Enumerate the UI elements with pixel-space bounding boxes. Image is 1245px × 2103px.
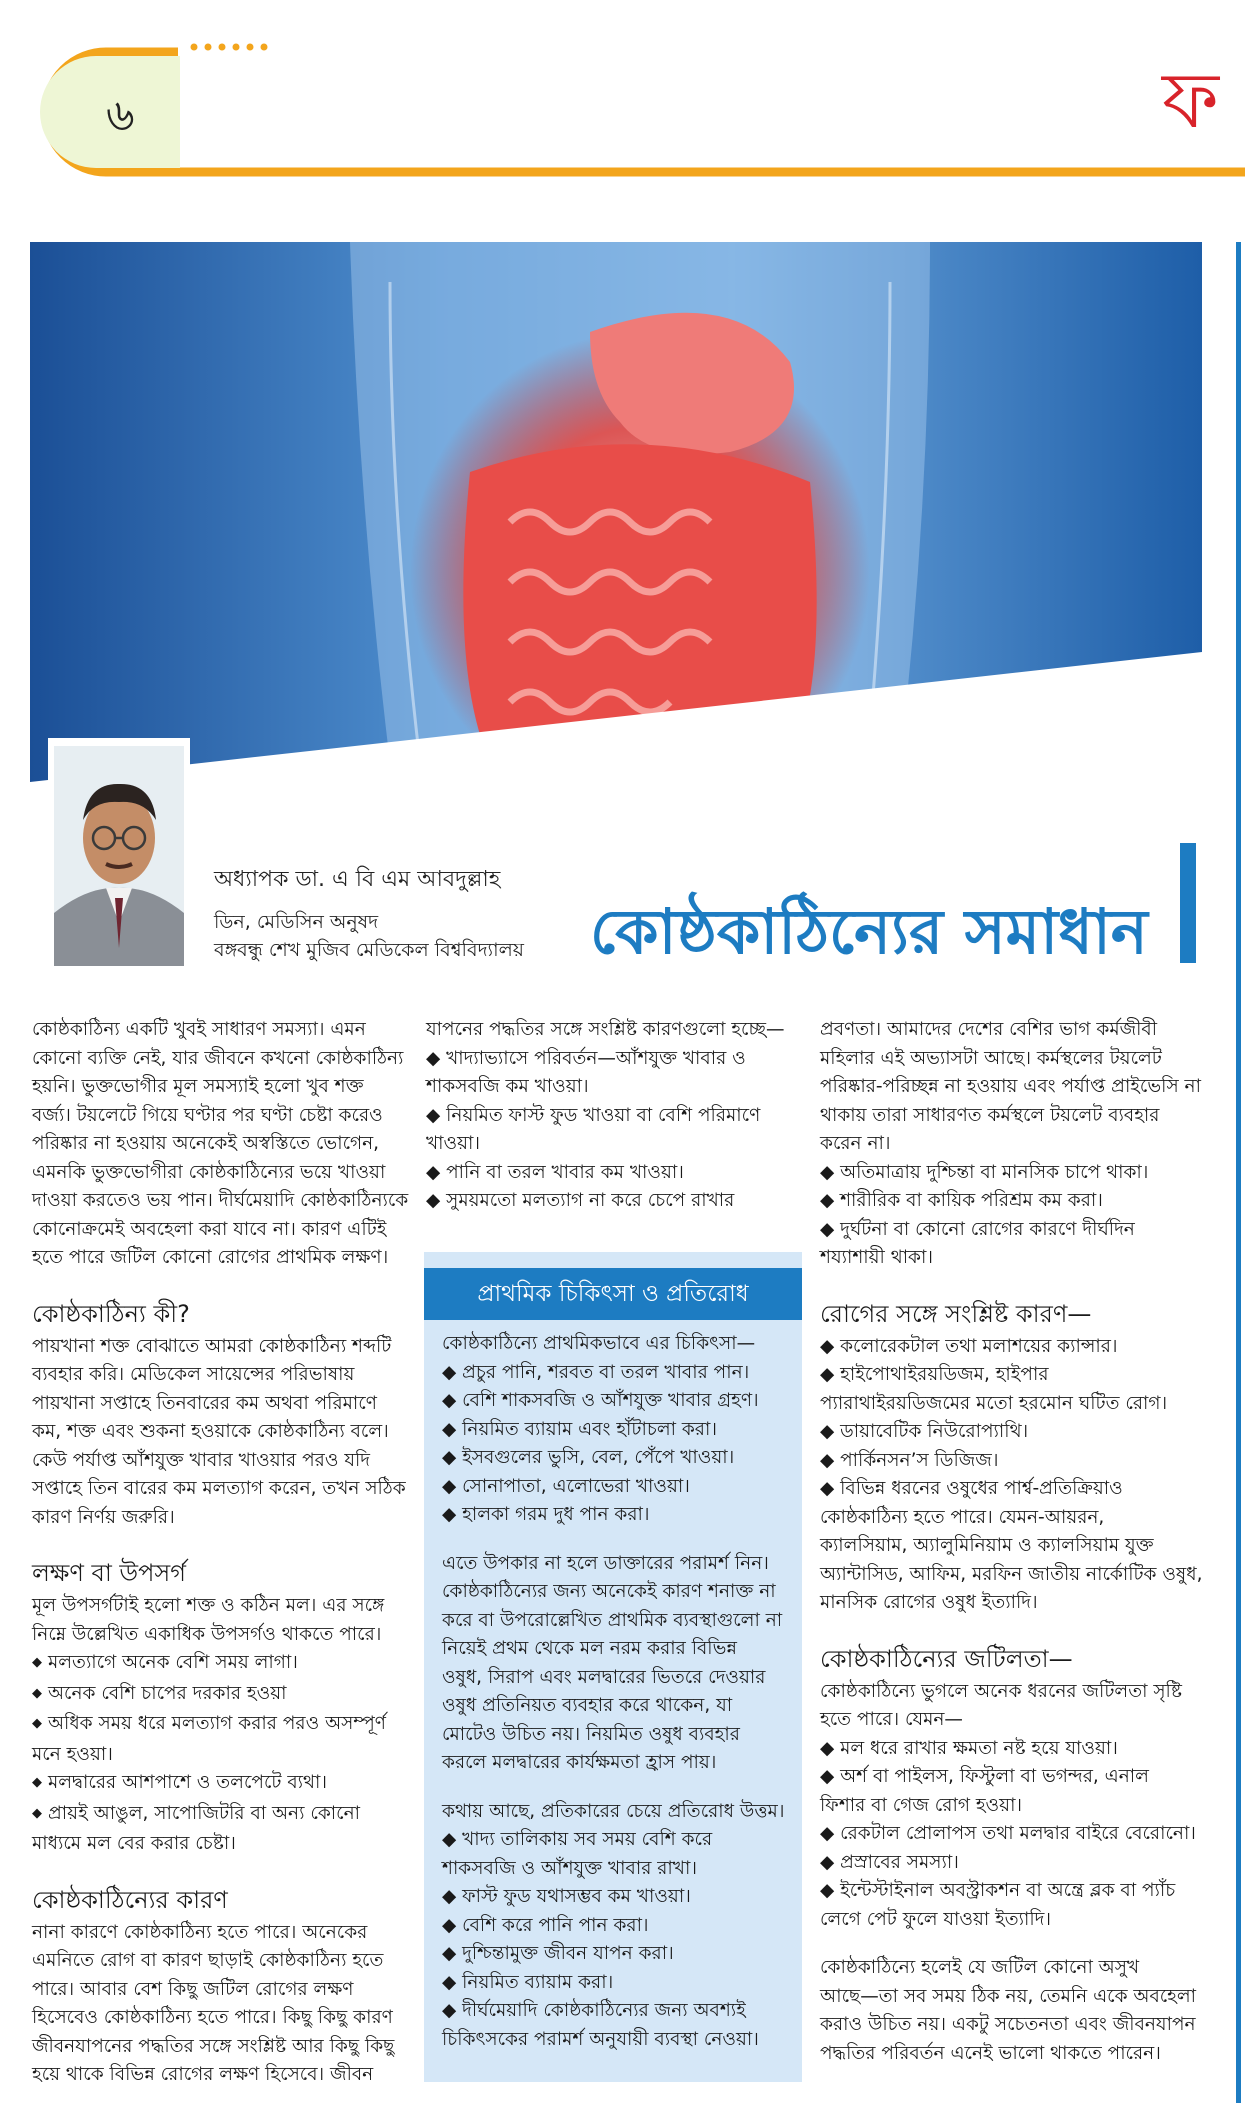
author-portrait	[48, 738, 190, 972]
list-item: ◆ অতিমাত্রায় দুশ্চিন্তা বা মানসিক চাপে থাকা।	[820, 1161, 1149, 1183]
text-line: পায়খানা শক্ত বোঝাতে আমরা কোষ্ঠকাঠিন্য শব্দটি	[32, 1335, 392, 1357]
text-line: চিকিৎসকের পরামর্শ অনুযায়ী ব্যবস্থা নেওয়া।	[442, 2028, 759, 2050]
text-line: খাওয়া।	[426, 1133, 481, 1154]
text-line: দাওয়া করতেও ভয় পান। দীর্ঘমেয়াদি কোষ্ঠকাঠিন্যকে	[32, 1190, 409, 1211]
text-line: এতে উপকার না হলে ডাক্তারের পরামর্শ নিন।	[442, 1552, 769, 1574]
text-line: শাকসবজি কম খাওয়া।	[426, 1076, 589, 1097]
author-role: ডিন, মেডিসিন অনুষদ	[214, 911, 379, 933]
list-item: ◆ মল ধরে রাখার ক্ষমতা নষ্ট হয়ে যাওয়া।	[820, 1737, 1118, 1759]
header-frame	[28, 44, 1245, 184]
list-item: ◆ বেশি করে পানি পান করা।	[442, 1914, 649, 1936]
text-line: কেউ পর্যাপ্ত আঁশযুক্ত খাবার খাওয়ার পরও যদি	[32, 1449, 371, 1471]
text-line: কোষ্ঠকাঠিন্যে প্রাথমিকভাবে এর চিকিৎসা—	[442, 1333, 756, 1354]
text-line: মূল উপসর্গটাই হলো শক্ত ও কঠিন মল। এর সঙ্গে	[32, 1595, 385, 1616]
text-line: কোনো ব্যক্তি নেই, যার জীবনে কখনো কোষ্ঠকাঠিন্য	[32, 1047, 404, 1069]
list-item: ◆ বেশি শাকসবজি ও আঁশযুক্ত খাবার গ্রহণ।	[442, 1390, 759, 1411]
text-line: নিয়েই প্রথম থেকে মল নরম করার বিভিন্ন	[442, 1638, 737, 1659]
text-line: কথায় আছে, প্রতিকারের চেয়ে প্রতিরোধ উত্তম।	[442, 1800, 785, 1822]
text-line: সপ্তাহে তিন বারের কম মলত্যাগ করেন, তখন সঠিক	[32, 1478, 406, 1499]
text-line: ক্যালসিয়াম, অ্যালুমিনিয়াম ও ক্যালসিয়াম যুক্ত	[820, 1535, 1154, 1556]
list-item: ◆ কলোরেকটাল তথা মলাশয়ের ক্যান্সার।	[820, 1335, 1118, 1357]
article-column-3	[820, 1016, 1212, 2068]
text-line: কোষ্ঠকাঠিন্যে হলেই যে জটিল কোনো অসুখ	[820, 1957, 1140, 1978]
list-item: ◆ বিভিন্ন ধরনের ওষুধের পার্শ্ব-প্রতিক্রিয়াও	[820, 1478, 1123, 1499]
list-item: ◆ নিয়মিত ব্যায়াম এবং হাঁটাচলা করা।	[442, 1418, 717, 1440]
text-line: করেন না।	[820, 1133, 891, 1154]
text-line: যাপনের পদ্ধতির সঙ্গে সংশ্লিষ্ট কারণগুলো হচ্ছে—	[426, 1019, 785, 1040]
text-line: নিম্নে উল্লেখিত একাধিক উপসর্গও থাকতে পারে।	[32, 1623, 382, 1645]
list-item: ◆ মলদ্বারের আশপাশে ও তলপেটে ব্যথা।	[32, 1769, 410, 1800]
text-line: ওষুধ, সিরাপ এবং মলদ্বারের ভিতরে দেওয়ার	[442, 1666, 766, 1688]
text-line: অ্যান্টাসিড, আফিম, মরফিন জাতীয় নার্কোটিক ওষুধ,	[820, 1563, 1203, 1585]
text-line: কোনোক্রমেই অবহেলা করা যাবে না। কারণ এটিই	[32, 1218, 387, 1240]
text-line: এমনকি ভুক্তভোগীরা কোষ্ঠকাঠিন্যের ভয়ে খাওয়া	[32, 1161, 386, 1183]
article-column-2	[426, 1016, 804, 1216]
spacer	[442, 1530, 794, 1550]
text-line: পারে। আবার বেশ কিছু জটিল রোগের লক্ষণ	[32, 1978, 354, 2000]
list-item: ◆ হালকা গরম দুধ পান করা।	[442, 1504, 650, 1525]
sidebar-box-body	[442, 1330, 794, 2054]
page-number: ৬	[106, 90, 135, 141]
author-affiliation: বঙ্গবন্ধু শেখ মুজিব মেডিকেল বিশ্ববিদ্যালয়	[214, 939, 524, 961]
list-item: ◆ রেকটাল প্রোলাপস তথা মলদ্বার বাইরে বেরোনো।	[820, 1823, 1196, 1844]
text-line: লেগে পেট ফুলে যাওয়া ইত্যাদি।	[820, 1908, 1052, 1930]
spacer	[442, 1778, 794, 1798]
text-line: কম, শক্ত এবং শুকনা হওয়াকে কোষ্ঠকাঠিন্য বলে।	[32, 1421, 389, 1442]
text-line: জীবনযাপনের পদ্ধতির সঙ্গে সংশ্লিষ্ট আর কিছু কিছু	[32, 2035, 395, 2057]
text-line: পায়খানা সপ্তাহে তিনবারের কম অথবা পরিমাণে	[32, 1392, 377, 1414]
text-line: প্যারাথাইরয়ডিজমের মতো হরমোন ঘটিত রোগ।	[820, 1392, 1168, 1414]
text-line: কারণ নির্ণয় জরুরি।	[32, 1506, 175, 1528]
list-item: ◆ দুশ্চিন্তামুক্ত জীবন যাপন করা।	[442, 1943, 674, 1964]
list-item: ◆ প্রস্রাবের সমস্যা।	[820, 1851, 959, 1873]
list-item: ◆ ইন্টেস্টাইনাল অবস্ট্রাকশন বা অন্ত্রে ব্লক বা প্যাঁচ	[820, 1880, 1176, 1901]
text-line: পরিষ্কার-পরিচ্ছন্ন না হওয়ায় এবং পর্যাপ্ত প্রাইভেসি না	[820, 1076, 1201, 1097]
text-line: হয়ে থাকে বিভিন্ন রোগের লক্ষণ হিসেবে। জীবন	[32, 2064, 374, 2085]
list-item: ◆ ইসবগুলের ভুসি, বেল, পেঁপে খাওয়া।	[442, 1447, 735, 1468]
text-line: নানা কারণে কোষ্ঠকাঠিন্য হতে পারে। অনেকের	[32, 1921, 368, 1943]
list-item: ◆ সোনাপাতা, এলোভেরা খাওয়া।	[442, 1475, 690, 1497]
text-line: মানসিক রোগের ওষুধ ইত্যাদি।	[820, 1592, 1038, 1613]
list-item: ◆ সুময়মতো মলত্যাগ না করে চেপে রাখার	[426, 1190, 735, 1211]
list-item: ◆ পানি বা তরল খাবার কম খাওয়া।	[426, 1161, 684, 1183]
list-item: ◆ নিয়মিত ফাস্ট ফুড খাওয়া বা বেশি পরিমাণে	[426, 1104, 761, 1126]
text-line: থাকায় তারা সাধারণত কর্মস্থলে টয়লেট ব্যবহার	[820, 1104, 1160, 1126]
list-item: ◆ খাদ্য তালিকায় সব সময় বেশি করে	[442, 1829, 713, 1850]
text-line: পরিষ্কার না হওয়ায় অনেকেই অস্বস্তিতে ভোগেন,	[32, 1133, 380, 1154]
text-line: কোষ্ঠকাঠিন্য হতে পারে। যেমন-আয়রন,	[820, 1506, 1105, 1528]
symptoms-list	[32, 1592, 410, 1859]
text-line: শয্যাশায়ী থাকা।	[820, 1247, 933, 1268]
text-line: ফিশার বা গেজ রোগ হওয়া।	[820, 1794, 1023, 1816]
header-dots	[190, 42, 270, 52]
text-line: মহিলার এই অভ্যাসটা আছে। কর্মস্থলের টয়লেট	[820, 1047, 1162, 1069]
section-heading-disease-causes: রোগের সঙ্গে সংশ্লিষ্ট কারণ—	[820, 1299, 1092, 1328]
text-line: করলে মলদ্বারের কার্যক্ষমতা হ্রাস পায়।	[442, 1752, 717, 1773]
text-line: মনে হওয়া।	[32, 1743, 113, 1765]
section-heading-complications: কোষ্ঠকাঠিন্যের জটিলতা—	[820, 1644, 1073, 1673]
text-line: কোষ্ঠকাঠিন্য একটি খুবই সাধারণ সমস্যা। এমন	[32, 1019, 366, 1040]
text-line: এমনিতে রোগ বা কারণ ছাড়াই কোষ্ঠকাঠিন্য হতে	[32, 1950, 384, 1971]
text-line: হতে পারে জটিল কোনো রোগের প্রাথমিক লক্ষণ।	[32, 1247, 389, 1268]
text-line: প্রবণতা। আমাদের দেশের বেশির ভাগ কর্মজীবী	[820, 1019, 1158, 1040]
list-item: ◆ দীর্ঘমেয়াদি কোষ্ঠকাঠিন্যের জন্য অবশ্যই	[442, 2000, 746, 2021]
text-line: হিসেবেও কোষ্ঠকাঠিন্য হতে পারে। কিছু কিছু কারণ	[32, 2007, 393, 2028]
list-item: ◆ প্রায়ই আঙুল, সাপোজিটরি বা অন্য কোনো	[32, 1800, 410, 1831]
section-heading-what: কোষ্ঠকাঠিন্য কী?	[32, 1299, 190, 1328]
text-line: করাও উচিত নয়। একটু সচেতনতা এবং জীবনযাপন	[820, 2014, 1196, 2035]
list-item: ◆ ফাস্ট ফুড যথাসম্ভব কম খাওয়া।	[442, 1886, 691, 1907]
list-item: ◆ প্রচুর পানি, শরবত বা তরল খাবার পান।	[442, 1361, 750, 1383]
text-line: পদ্ধতির পরিবর্তন এনেই ভালো থাকতে পারেন।	[820, 2042, 1161, 2064]
list-item: ◆ অনেক বেশি চাপের দরকার হওয়া	[32, 1680, 410, 1711]
list-item: ◆ ডায়াবেটিক নিউরোপ্যাথি।	[820, 1421, 1029, 1442]
masthead-fragment: ফ	[1162, 56, 1220, 146]
text-line: শাকসবজি ও আঁশযুক্ত খাবার রাখা।	[442, 1857, 697, 1879]
what-paragraph	[32, 1333, 410, 1533]
section-heading-symptoms: লক্ষণ বা উপসর্গ	[32, 1559, 186, 1587]
text-line: কোষ্ঠকাঠিন্যের জন্য অনেকেই কারণ শনাক্ত না	[442, 1581, 776, 1602]
spacer	[820, 1934, 1212, 1954]
text-line: বর্জ্য। টয়লেটে গিয়ে ঘণ্টার পর ঘণ্টা চেষ্টা করেও	[32, 1104, 383, 1126]
text-line: করে বা উপরোল্লেখিত প্রাথমিক ব্যবস্থাগুলো না	[442, 1609, 783, 1631]
list-item: ◆ হাইপোথাইরয়ডিজম, হাইপার	[820, 1364, 1049, 1385]
section-heading-causes: কোষ্ঠকাঠিন্যের কারণ	[32, 1885, 228, 1914]
text-line: আছে—তা সব সময় ঠিক নয়, তেমনি একে অবহেলা	[820, 1985, 1197, 2007]
text-line: কোষ্ঠকাঠিন্যে ভুগলে অনেক ধরনের জটিলতা সৃষ্টি	[820, 1680, 1182, 1702]
text-line: মাধ্যমে মল বের করার চেষ্টা।	[32, 1833, 236, 1854]
list-item: ◆ শারীরিক বা কায়িক পরিশ্রম কম করা।	[820, 1190, 1103, 1211]
text-line: ওষুধ প্রতিনিয়ত ব্যবহার করে থাকেন, যা	[442, 1695, 733, 1716]
list-item: ◆ খাদ্যাভ্যাসে পরিবর্তন—আঁশযুক্ত খাবার ও	[426, 1047, 746, 1069]
sidebar-box-heading: প্রাথমিক চিকিৎসা ও প্রতিরোধ	[424, 1268, 802, 1320]
list-item: ◆ অধিক সময় ধরে মলত্যাগ করার পরও অসম্পূর্ণ	[32, 1710, 410, 1741]
article-column-1	[32, 1016, 410, 2090]
intro-paragraph	[32, 1016, 410, 1273]
list-item: ◆ পার্কিনসন’স ডিজিজ।	[820, 1449, 999, 1471]
text-line: ব্যবহার করি। মেডিকেল সায়েন্সের পরিভাষায়	[32, 1364, 355, 1385]
causes-paragraph	[32, 1919, 410, 2090]
title-accent-bar	[1180, 843, 1196, 963]
article-title: কোষ্ঠকাঠিন্যের সমাধান	[590, 895, 1148, 968]
text-line: হয়নি। ভুক্তভোগীর মূল সমস্যাই হলো খুব শক্ত	[32, 1076, 364, 1097]
list-item: ◆ মলত্যাগে অনেক বেশি সময় লাগা।	[32, 1649, 410, 1680]
text-line: মোটেও উচিত নয়। নিয়মিত ওষুধ ব্যবহার	[442, 1723, 740, 1745]
list-item: ◆ অর্শ বা পাইলস, ফিস্টুলা বা ভগন্দর, এনাল	[820, 1766, 1149, 1787]
list-item: ◆ নিয়মিত ব্যায়াম করা।	[442, 1971, 614, 1993]
author-name: অধ্যাপক ডা. এ বি এম আবদুল্লাহ	[214, 867, 501, 892]
list-item: ◆ দুর্ঘটনা বা কোনো রোগের কারণে দীর্ঘদিন	[820, 1218, 1135, 1240]
text-line: হতে পারে। যেমন—	[820, 1709, 963, 1730]
right-column-rule	[1236, 242, 1241, 2103]
hero-illustration-digestive-system	[30, 242, 1202, 842]
